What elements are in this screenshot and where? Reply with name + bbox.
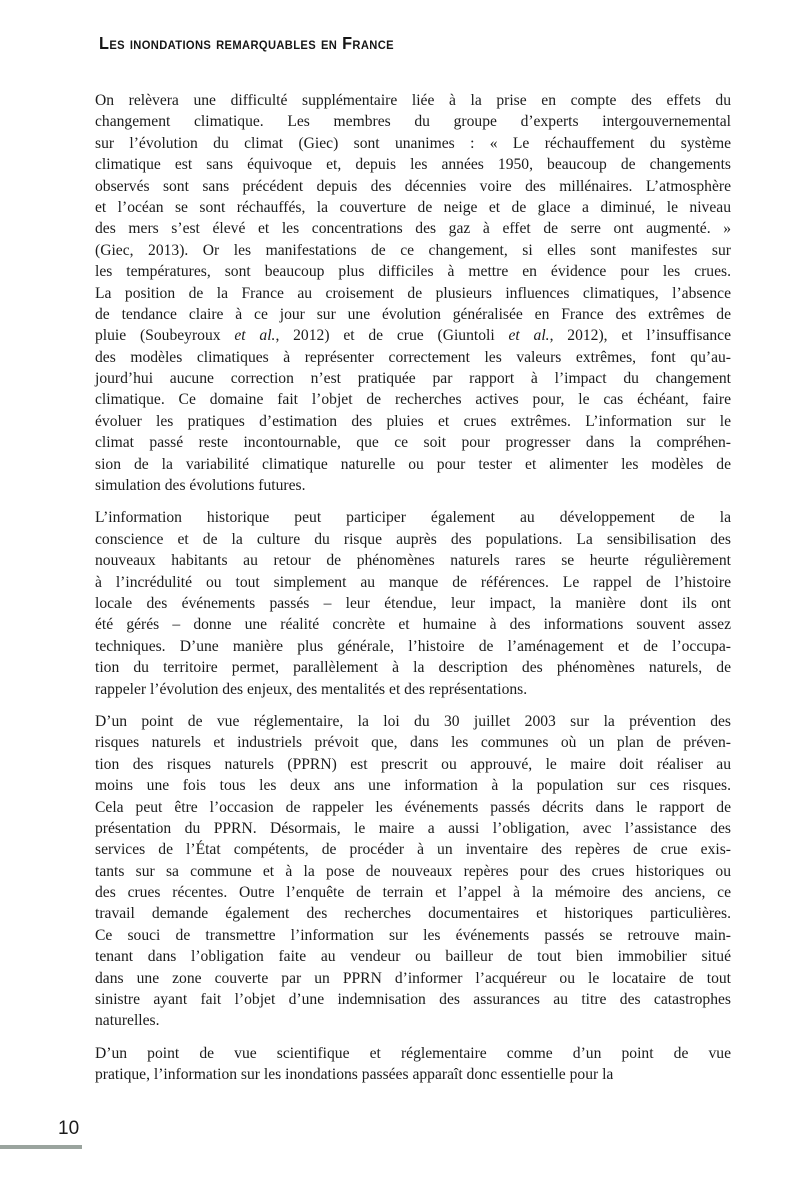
running-header: Les inondations remarquables en France — [99, 33, 394, 53]
text-line: climat passé reste incontournable, que ce soit pour progresser dans la compréhen- — [95, 434, 731, 452]
text-line: tenant dans l’obligation faite au vendeur ou bailleur de tout bien immobilier situé — [95, 948, 731, 966]
text-line: sion de la variabilité climatique naturelle ou pour tester et alimenter les modèles de — [95, 455, 731, 473]
text-line: risques naturels et industriels prévoit que, dans les communes où un plan de préven- — [95, 734, 731, 752]
text-line: moins une fois tous les deux ans une information à la population sur ces risques. — [95, 777, 731, 795]
body-column — [95, 90, 731, 1097]
text-line: locale des événements passés – leur étendue, leur impact, la manière dont ils ont — [95, 594, 731, 612]
text-line: pratique, l’information sur les inondations passées apparaît donc essentielle pour la — [95, 1066, 614, 1084]
text-line: tion du territoire permet, parallèlement à la description des phénomènes naturels, de — [95, 659, 731, 677]
text-line: naturelles. — [95, 1012, 160, 1030]
text-line: travail demande également des recherches documentaires et historiques particulières. — [95, 905, 731, 923]
text-line: rappeler l’évolution des enjeux, des mentalités et des représentations. — [95, 680, 528, 698]
text-line: pluie (Soubeyroux et al., 2012) et de crue (Giuntoli et al., 2012), et l’insuffisance — [95, 327, 732, 345]
text-line: (Giec, 2013). Or les manifestations de ce changement, si elles sont manifestes sur — [95, 241, 731, 259]
text-line: jourd’hui aucune correction n’est pratiquée par rapport à l’impact du changement — [95, 370, 731, 388]
text-line: simulation des évolutions futures. — [95, 477, 306, 495]
paragraph — [95, 90, 731, 496]
paragraph — [95, 1043, 731, 1086]
text-line: nouveaux habitants au retour de phénomènes naturels rares se heurte régulièrement — [95, 552, 731, 570]
text-line: changement climatique. Les membres du groupe d’experts intergouvernemental — [95, 113, 731, 131]
text-line: Cela peut être l’occasion de rappeler les événements passés décrits dans le rapport de — [95, 798, 731, 816]
text-line: Ce souci de transmettre l’information sur les événements passés se retrouve main- — [95, 926, 731, 944]
text-line: des modèles climatiques à représenter correctement les valeurs extrêmes, font qu’au- — [95, 348, 731, 366]
paragraph — [95, 507, 731, 700]
text-line: techniques. D’une manière plus générale, l’histoire de l’aménagement et de l’occupa- — [95, 637, 731, 655]
text-line: les températures, sont beaucoup plus difficiles à mettre en évidence pour les crues. — [95, 263, 731, 281]
text-line: L’information historique peut participer également au développement de la — [95, 509, 731, 527]
text-line: climatique est sans équivoque et, depuis les années 1950, beaucoup de changements — [95, 156, 731, 174]
text-line: sur l’évolution du climat (Giec) sont unanimes : « Le réchauffement du système — [95, 134, 731, 152]
text-line: On relèvera une difficulté supplémentaire liée à la prise en compte des effets du — [95, 92, 731, 109]
text-line: La position de la France au croisement de plusieurs influences climatiques, l’absence — [95, 284, 731, 302]
text-line: à l’incrédulité ou tout simplement au manque de références. Le rappel de l’histoire — [95, 573, 731, 591]
text-line: présentation du PPRN. Désormais, le maire a aussi l’obligation, avec l’assistance des — [95, 819, 731, 837]
text-line: D’un point de vue scientifique et réglementaire comme d’un point de vue — [95, 1044, 731, 1062]
text-line: tants sur sa commune et à la pose de nouveaux repères pour des crues historiques ou — [95, 862, 731, 880]
text-line: climatique. Ce domaine fait l’objet de recherches actives pour, le cas échéant, faire — [95, 391, 731, 409]
page-number: 10 — [58, 1118, 80, 1139]
footer-rule-decoration — [0, 1145, 82, 1149]
text-line: et l’océan se sont réchauffés, la couverture de neige et de glace a diminué, le niveau — [95, 198, 731, 216]
text-line: de tendance claire à ce jour sur une évolution généralisée en France des extrêmes de — [95, 305, 731, 323]
text-line: tion des risques naturels (PPRN) est prescrit ou approuvé, le maire doit réaliser au — [95, 755, 731, 773]
text-line: des crues récentes. Outre l’enquête de terrain et l’appel à la mémoire des anciens, ce — [95, 884, 731, 902]
text-line: dans une zone couverte par un PPRN d’informer l’acquéreur ou le locataire de tout — [95, 969, 731, 987]
text-line: évoluer les pratiques d’estimation des pluies et crues extrêmes. L’information sur le — [95, 412, 731, 430]
text-line: services de l’État compétents, de procéder à un inventaire des repères de crue exis- — [95, 841, 731, 859]
text-line: des mers s’est élevé et les concentrations des gaz à effet de serre ont augmenté. » — [95, 220, 731, 238]
text-line: D’un point de vue réglementaire, la loi du 30 juillet 2003 sur la prévention des — [95, 712, 731, 730]
text-line: conscience et de la culture du risque auprès des populations. La sensibilisation des — [95, 530, 731, 548]
text-line: observés sont sans précédent depuis des décennies voire des millénaires. L’atmosphère — [95, 177, 731, 195]
text-line: été gérés – donne une réalité concrète et humaine à des informations souvent assez — [95, 616, 731, 634]
text-line: sinistre ayant fait l’objet d’une indemnisation des assurances au titre des catastrophes — [95, 991, 731, 1009]
paragraph — [95, 711, 731, 1032]
